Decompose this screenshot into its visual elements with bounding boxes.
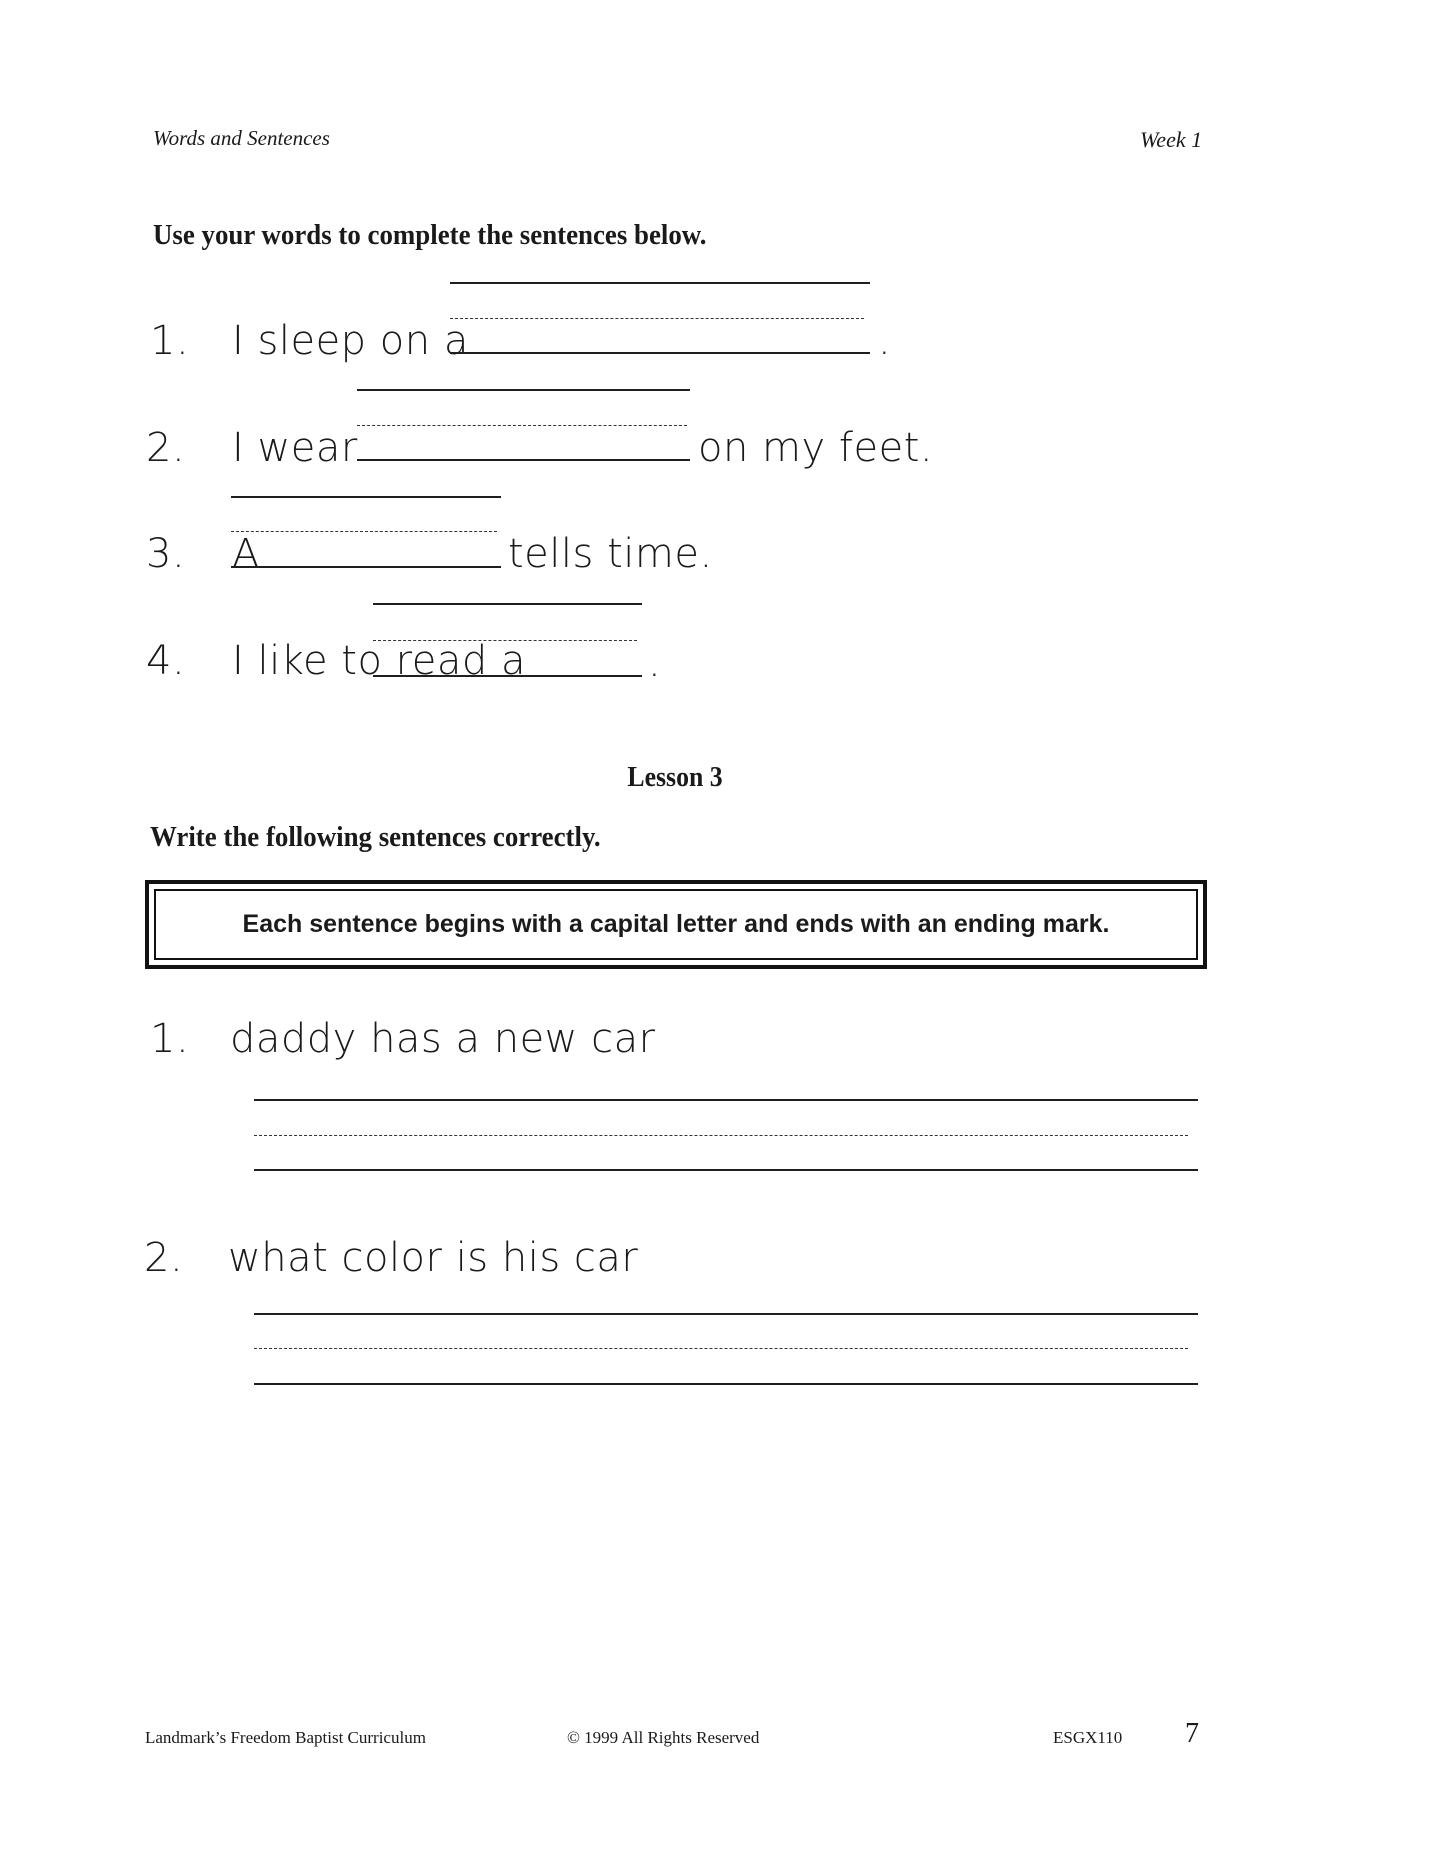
item-text-after: . xyxy=(878,318,892,364)
item-text-after: on my feet. xyxy=(698,425,934,471)
guide-top-line xyxy=(450,282,870,284)
item-number: 1. xyxy=(150,318,190,364)
copyright: © 1999 All Rights Reserved xyxy=(567,1728,760,1747)
item-number: 3. xyxy=(146,531,186,577)
item-text-before: A xyxy=(232,531,260,577)
guide-top-line xyxy=(254,1313,1198,1315)
item-number: 2. xyxy=(146,425,186,471)
item-text-before: I wear xyxy=(232,425,358,471)
guide-base-line xyxy=(254,1383,1198,1385)
rule-box-inner xyxy=(154,889,1198,960)
publisher-name: Landmark’s Freedom Baptist Curriculum xyxy=(145,1728,426,1747)
rule-text: Each sentence begins with a capital letter and ends with an ending mark. xyxy=(242,910,1110,938)
guide-base-line xyxy=(231,566,501,568)
item-number: 4. xyxy=(146,638,186,684)
item-text-before: I sleep on a xyxy=(232,318,469,364)
guide-mid-line xyxy=(254,1135,1188,1136)
guide-mid-line xyxy=(450,318,864,319)
guide-mid-line xyxy=(254,1348,1188,1349)
guide-base-line xyxy=(373,675,642,677)
guide-mid-line xyxy=(357,425,687,426)
item-text-after: . xyxy=(648,640,662,686)
guide-top-line xyxy=(254,1099,1198,1101)
page-number: 7 xyxy=(1185,1718,1199,1749)
item-number: 1. xyxy=(150,1016,190,1062)
rewrite-instruction: Write the following sentences correctly. xyxy=(150,822,601,853)
item-text-before: I like to read a xyxy=(232,638,526,684)
guide-top-line xyxy=(231,496,501,498)
guide-top-line xyxy=(373,603,642,605)
guide-base-line xyxy=(357,459,690,461)
guide-mid-line xyxy=(231,531,497,532)
rule-box xyxy=(145,880,1207,969)
item-text-after: tells time. xyxy=(508,531,713,577)
sentence-to-fix: daddy has a new car xyxy=(230,1016,656,1062)
lesson-title: Lesson 3 xyxy=(627,762,723,793)
guide-base-line xyxy=(254,1169,1198,1171)
sentence-to-fix: what color is his car xyxy=(228,1235,639,1281)
fill-in-instruction: Use your words to complete the sentences below. xyxy=(153,220,707,251)
guide-mid-line xyxy=(373,640,637,641)
guide-top-line xyxy=(357,389,690,391)
guide-base-line xyxy=(450,352,870,354)
product-code: ESGX110 xyxy=(1053,1728,1123,1747)
item-number: 2. xyxy=(144,1235,184,1281)
section-title: Words and Sentences xyxy=(153,126,330,150)
week-label: Week 1 xyxy=(1140,127,1203,152)
